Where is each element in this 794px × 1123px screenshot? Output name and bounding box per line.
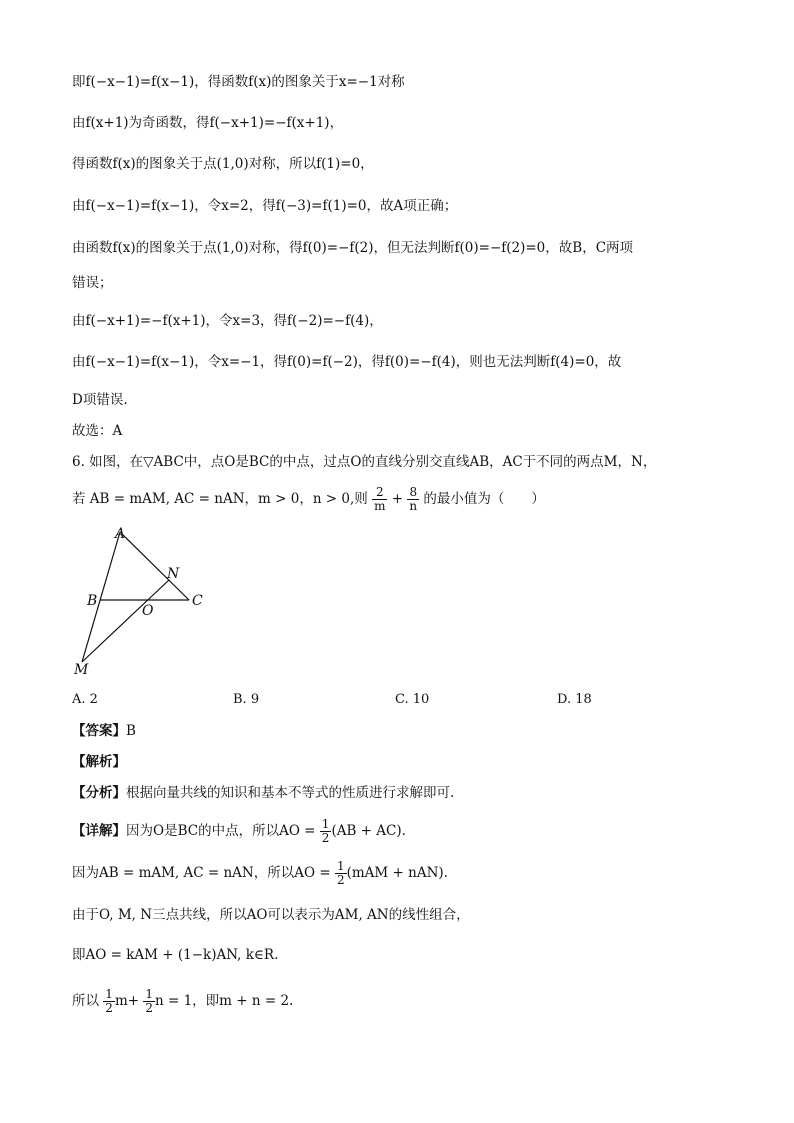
solution-line: 由f(x+1)为奇函数，得f(−x+1)=−f(x+1)， xyxy=(72,115,344,131)
triangle-figure xyxy=(70,522,230,682)
detail-line-1: 【详解】因为O是BC的中点，所以AO = $\frac{1}{2}$ (AB + AC). xyxy=(72,817,406,845)
detail-line-5: 所以 $\frac{1}{2}$ m+ $\frac{1}{2}$ n = 1，即m + n = 2. xyxy=(72,987,294,1015)
answer-line xyxy=(72,721,136,741)
solution-line: D项错误. xyxy=(72,392,128,408)
xiangjie-tag: 【详解】 xyxy=(72,823,126,839)
stem-prefix: 若 AB = mAM, AC = nAN，m > 0，n > 0,则 xyxy=(72,491,368,507)
solution-line: 由f(−x+1)=−f(x+1)，令x=3，得f(−2)=−f(4)， xyxy=(72,313,383,329)
option-b: B. 9 xyxy=(233,692,260,707)
stem-suffix: 的最小值为（ ） xyxy=(423,491,545,507)
solution-line: 由f(−x−1)=f(x−1)，令x=2，得f(−3)=f(1)=0，故A项正确； xyxy=(72,198,458,214)
solution-line: 由f(−x−1)=f(x−1)，令x=−1，得f(0)=f(−2)，得f(0)=−f(4)，则也无法判断f(4)=0，故 xyxy=(72,354,622,370)
label-N: N xyxy=(167,566,180,582)
detail-line-3: 由于O, M, N三点共线，所以AO可以表示为AM, AN的线性组合， xyxy=(72,907,470,923)
label-A: A xyxy=(115,526,126,542)
question-stem: 6. 如图，在▽ABC中，点O是BC的中点，过点O的直线分别交直线AB，AC于不同的两点M，N， xyxy=(72,454,657,470)
solution-line: 得函数f(x)的图象关于点(1,0)对称，所以f(1)=0， xyxy=(72,156,374,172)
detail-line-2: 因为AB = mAM, AC = nAN，所以AO = $\frac{1}{2}$ (mAM + nAN). xyxy=(72,859,448,887)
solution-line: 由函数f(x)的图象关于点(1,0)对称，得f(0)=−f(2)，但无法判断f(0)=−f(2)=0，故B，C两项 xyxy=(72,240,634,256)
solution-line: 即f(−x−1)=f(x−1)，得函数f(x)的图象关于x=−1对称 xyxy=(72,74,405,90)
solution-line: 错误； xyxy=(72,275,113,291)
fenxi-tag: 【分析】 xyxy=(72,785,126,801)
fraction-2-over-m: $\frac{2}{m}$ xyxy=(374,485,386,513)
fenxi-line xyxy=(72,783,454,803)
fraction-one-half: $\frac{1}{2}$ xyxy=(321,817,330,845)
answer-value: B xyxy=(126,723,136,739)
fraction-one-half: $\frac{1}{2}$ xyxy=(105,987,113,1015)
fraction-8-over-n: $\frac{8}{n}$ xyxy=(409,485,418,513)
option-c: C. 10 xyxy=(395,692,430,707)
label-C: C xyxy=(192,593,203,609)
question-stem-line2 xyxy=(72,486,545,513)
answer-tag: 【答案】 xyxy=(72,723,126,739)
option-a: A. 2 xyxy=(72,692,98,707)
label-M: M xyxy=(74,662,89,678)
fraction-one-half: $\frac{1}{2}$ xyxy=(336,859,345,887)
solution-line: 故选：A xyxy=(72,423,123,439)
analysis-tag: 【解析】 xyxy=(72,754,126,770)
plus-sign: + xyxy=(391,491,404,507)
fenxi-text: 根据向量共线的知识和基本不等式的性质进行求解即可. xyxy=(126,785,455,801)
label-O: O xyxy=(142,603,154,619)
label-B: B xyxy=(87,593,98,609)
detail-line-4: 即AO = kAM + (1−k)AN, k∈R. xyxy=(72,947,279,963)
option-d: D. 18 xyxy=(557,692,592,707)
fraction-one-half: $\frac{1}{2}$ xyxy=(145,987,153,1015)
